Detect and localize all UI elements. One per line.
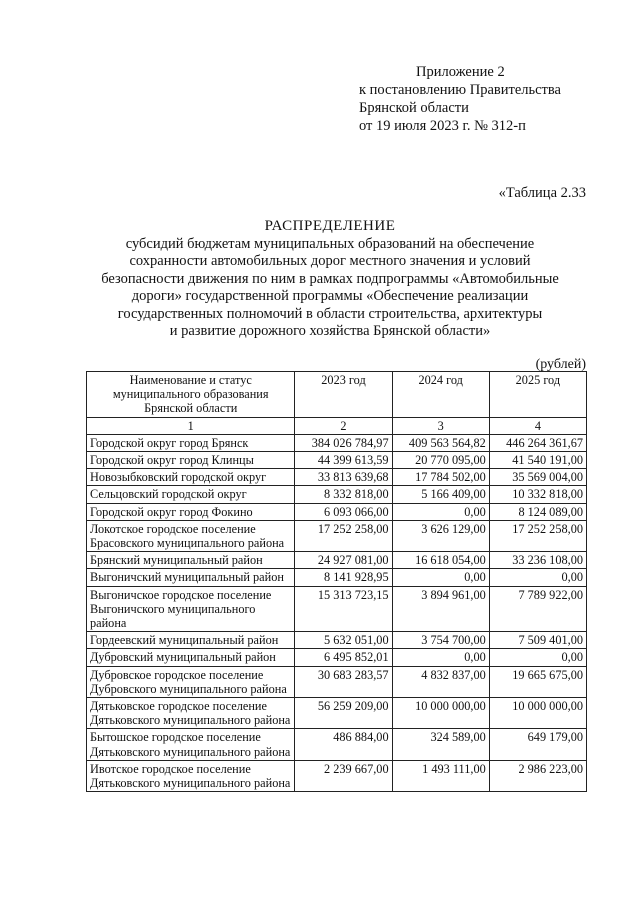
- table-header-row: [87, 372, 587, 418]
- value-2023: 44 399 613,59: [295, 452, 392, 469]
- municipality-name: Сельцовский городской округ: [87, 486, 295, 503]
- title-line: государственных полномочий в области строительства, архитектуры: [117, 305, 543, 322]
- municipality-name: Городской округ город Фокино: [87, 503, 295, 520]
- table-row: [87, 452, 587, 469]
- municipality-name: Бытошское городское поселение Дятьковского муниципального района: [87, 729, 295, 760]
- table-row: [87, 760, 587, 791]
- subsidy-table: [86, 371, 587, 792]
- header-2023: 2023 год: [295, 372, 392, 418]
- value-2025: 7 509 401,00: [489, 632, 586, 649]
- municipality-name: Локотское городское поселение Брасовского муниципального района: [87, 520, 295, 551]
- title-line: сохранности автомобильных дорог местного значения и условий: [129, 253, 531, 269]
- title-line: субсидий бюджетам муниципальных образований на обеспечение: [125, 235, 535, 252]
- table-row: [87, 520, 587, 551]
- value-2023: 5 632 051,00: [295, 632, 392, 649]
- value-2025: 35 569 004,00: [489, 469, 586, 486]
- value-2023: 8 332 818,00: [295, 486, 392, 503]
- value-2024: 0,00: [392, 503, 489, 520]
- title-line: и развитие дорожного хозяйства Брянской области»: [169, 323, 491, 339]
- value-2024: 1 493 111,00: [392, 760, 489, 791]
- value-2024: 4 832 837,00: [392, 666, 489, 697]
- title-line: безопасности движения по ним в рамках подпрограммы «Автомобильные: [101, 270, 559, 287]
- value-2024: 3 754 700,00: [392, 632, 489, 649]
- value-2025: 33 236 108,00: [489, 552, 586, 569]
- municipality-name: Ивотское городское поселение Дятьковского муниципального района: [87, 760, 295, 791]
- value-2025: 10 000 000,00: [489, 698, 586, 729]
- table-row: [87, 729, 587, 760]
- table-row: [87, 698, 587, 729]
- value-2023: 30 683 283,57: [295, 666, 392, 697]
- value-2025: 2 986 223,00: [489, 760, 586, 791]
- value-2024: 0,00: [392, 569, 489, 586]
- value-2023: 384 026 784,97: [295, 434, 392, 451]
- table-row: [87, 503, 587, 520]
- table-row: [87, 666, 587, 697]
- table-row: [87, 552, 587, 569]
- title-line: дороги» государственной программы «Обеспечение реализации: [131, 288, 529, 304]
- value-2024: 5 166 409,00: [392, 486, 489, 503]
- value-2023: 6 495 852,01: [295, 649, 392, 666]
- value-2025: 0,00: [489, 569, 586, 586]
- value-2024: 324 589,00: [392, 729, 489, 760]
- value-2023: 486 884,00: [295, 729, 392, 760]
- municipality-name: Городской округ город Клинцы: [87, 452, 295, 469]
- value-2024: 0,00: [392, 649, 489, 666]
- value-2024: 17 784 502,00: [392, 469, 489, 486]
- table-index-row: [87, 417, 587, 434]
- value-2023: 56 259 209,00: [295, 698, 392, 729]
- table-row: [87, 569, 587, 586]
- title-heading: РАСПРЕДЕЛЕНИЕ: [264, 218, 396, 234]
- value-2024: 409 563 564,82: [392, 434, 489, 451]
- value-2024: 10 000 000,00: [392, 698, 489, 729]
- value-2023: 8 141 928,95: [295, 569, 392, 586]
- value-2023: 15 313 723,15: [295, 586, 392, 632]
- value-2025: 0,00: [489, 649, 586, 666]
- appendix-block: [359, 63, 561, 135]
- municipality-name: Выгоничское городское поселение Выгоничского муниципального района: [87, 586, 295, 632]
- table-row: [87, 434, 587, 451]
- municipality-name: Дятьковское городское поселение Дятьковского муниципального района: [87, 698, 295, 729]
- value-2024: 20 770 095,00: [392, 452, 489, 469]
- appendix-title: Приложение 2: [416, 64, 505, 80]
- index-cell: 3: [392, 417, 489, 434]
- units-label: (рублей): [535, 357, 586, 372]
- value-2025: 7 789 922,00: [489, 586, 586, 632]
- index-cell: 4: [489, 417, 586, 434]
- document-title: [80, 218, 580, 341]
- table-row: [87, 486, 587, 503]
- value-2025: 41 540 191,00: [489, 452, 586, 469]
- table-row: [87, 632, 587, 649]
- value-2025: 17 252 258,00: [489, 520, 586, 551]
- value-2025: 10 332 818,00: [489, 486, 586, 503]
- header-2024: 2024 год: [392, 372, 489, 418]
- value-2025: 446 264 361,67: [489, 434, 586, 451]
- municipality-name: Дубровское городское поселение Дубровского муниципального района: [87, 666, 295, 697]
- table-row: [87, 586, 587, 632]
- index-cell: 1: [87, 417, 295, 434]
- municipality-name: Гордеевский муниципальный район: [87, 632, 295, 649]
- table-label: «Таблица 2.33: [498, 185, 586, 201]
- municipality-name: Брянский муниципальный район: [87, 552, 295, 569]
- value-2025: 19 665 675,00: [489, 666, 586, 697]
- municipality-name: Новозыбковский городской округ: [87, 469, 295, 486]
- value-2025: 8 124 089,00: [489, 503, 586, 520]
- value-2023: 33 813 639,68: [295, 469, 392, 486]
- value-2023: 6 093 066,00: [295, 503, 392, 520]
- index-cell: 2: [295, 417, 392, 434]
- appendix-resolution: к постановлению Правительства: [359, 82, 561, 98]
- value-2024: 3 626 129,00: [392, 520, 489, 551]
- value-2024: 16 618 054,00: [392, 552, 489, 569]
- header-name: Наименование и статус муниципального образования Брянской области: [87, 372, 295, 418]
- value-2023: 24 927 081,00: [295, 552, 392, 569]
- municipality-name: Дубровский муниципальный район: [87, 649, 295, 666]
- appendix-region: Брянской области: [359, 100, 469, 116]
- value-2023: 17 252 258,00: [295, 520, 392, 551]
- appendix-date-number: от 19 июля 2023 г. № 312-п: [359, 118, 526, 134]
- value-2024: 3 894 961,00: [392, 586, 489, 632]
- municipality-name: Выгоничский муниципальный район: [87, 569, 295, 586]
- header-2025: 2025 год: [489, 372, 586, 418]
- value-2025: 649 179,00: [489, 729, 586, 760]
- value-2023: 2 239 667,00: [295, 760, 392, 791]
- municipality-name: Городской округ город Брянск: [87, 434, 295, 451]
- table-row: [87, 469, 587, 486]
- table-body: [87, 434, 587, 791]
- table-row: [87, 649, 587, 666]
